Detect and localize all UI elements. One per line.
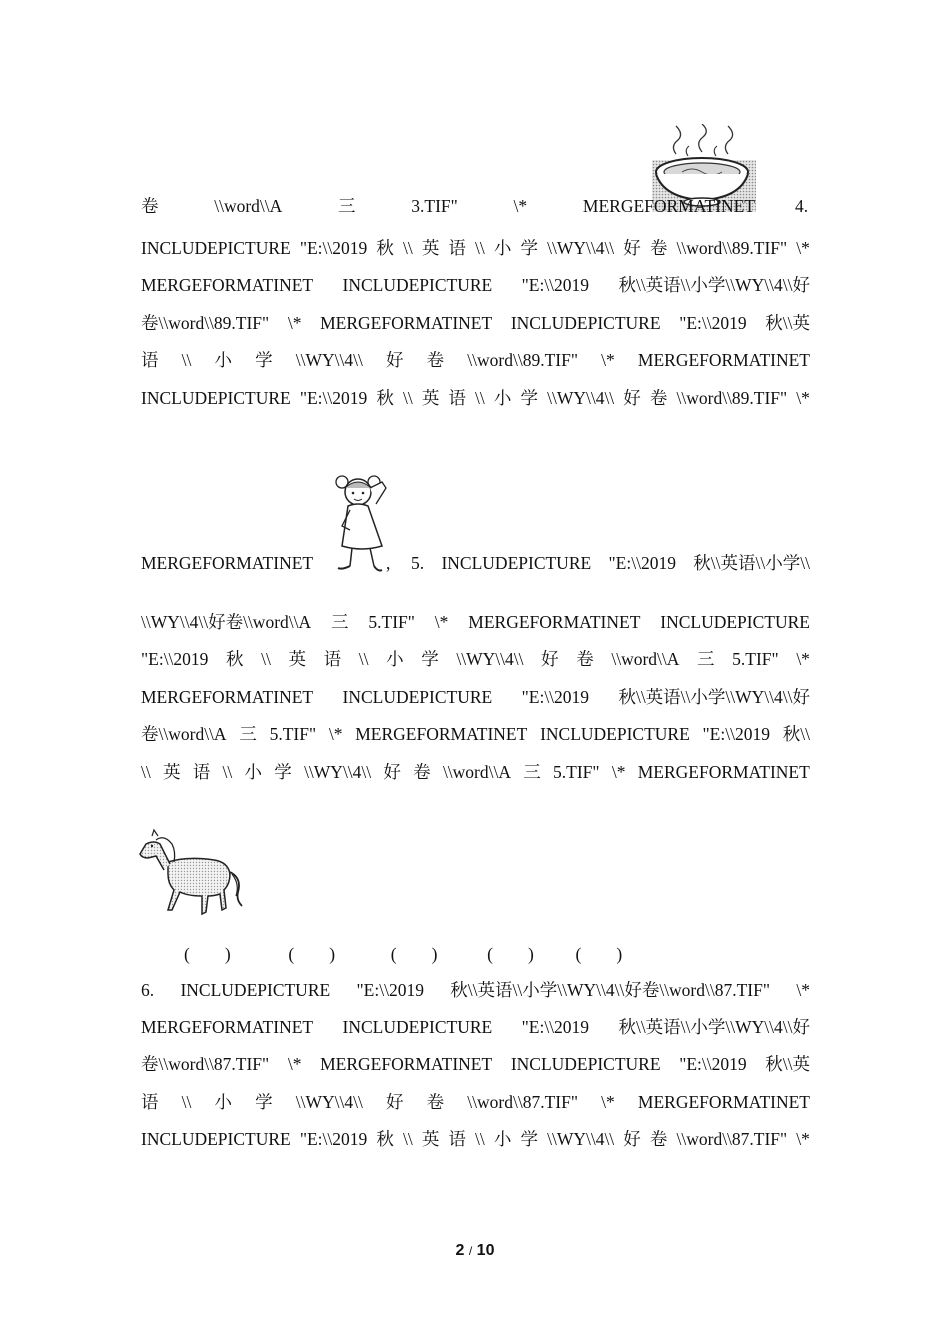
answer-blank-4[interactable]: ( ) xyxy=(487,944,534,964)
text-line-7a: MERGEFORMATINET xyxy=(141,553,314,573)
text-line-10: MERGEFORMATINET INCLUDEPICTURE "E:\\2019 秋\\英语\\小学\\WY\\4\\好 xyxy=(141,687,810,707)
text-line-13: 6. INCLUDEPICTURE "E:\\2019 秋\\英语\\小学\\WY\\4\\好卷\\word\\87.TIF" \* xyxy=(141,980,810,1000)
text-line-4: 卷\\word\\89.TIF" \* MERGEFORMATINET INCLUDEPICTURE "E:\\2019 秋\\英 xyxy=(141,313,810,333)
text-line-15: 卷\\word\\87.TIF" \* MERGEFORMATINET INCLUDEPICTURE "E:\\2019 秋\\英 xyxy=(141,1054,810,1074)
total-pages: 10 xyxy=(476,1242,495,1259)
text-line-5: 语 \\ 小 学 \\WY\\4\\ 好 卷 \\word\\89.TIF" \* MERGEFORMATINET xyxy=(141,350,810,370)
text-line-12: \\ 英 语 \\ 小 学 \\WY\\4\\ 好 卷 \\word\\A 三 5.TIF" \* MERGEFORMATINET xyxy=(141,762,810,782)
text-line-3: MERGEFORMATINET INCLUDEPICTURE "E:\\2019 秋\\英语\\小学\\WY\\4\\好 xyxy=(141,275,810,295)
text-line-8: \\WY\\4\\好卷\\word\\A 三 5.TIF" \* MERGEFORMATINET INCLUDEPICTURE xyxy=(141,612,810,632)
text-line-7-comma: , xyxy=(386,553,391,573)
page-separator: / xyxy=(468,1244,473,1258)
answer-blank-1[interactable]: ( ) xyxy=(184,944,231,964)
text-line-11: 卷\\word\\A 三 5.TIF" \* MERGEFORMATINET INCLUDEPICTURE "E:\\2019 秋\\ xyxy=(141,724,810,744)
page-number xyxy=(0,1242,950,1260)
text-line-1-end: 4. xyxy=(795,196,809,216)
text-line-7b: 5. INCLUDEPICTURE "E:\\2019 秋\\英语\\小学\\ xyxy=(411,553,810,573)
text-line-6: INCLUDEPICTURE "E:\\2019 秋 \\ 英 语 \\ 小 学 \\WY\\4\\ 好 卷 \\word\\89.TIF" \* xyxy=(141,388,810,408)
answer-parentheses-row xyxy=(184,942,636,966)
answer-blank-5[interactable]: ( ) xyxy=(575,944,623,964)
text-line-2: INCLUDEPICTURE "E:\\2019 秋 \\ 英 语 \\ 小 学 \\WY\\4\\ 好 卷 \\word\\89.TIF" \* xyxy=(141,238,810,258)
answer-blank-2[interactable]: ( ) xyxy=(288,944,336,964)
horse-icon xyxy=(138,828,246,916)
text-line-17: INCLUDEPICTURE "E:\\2019 秋 \\ 英 语 \\ 小 学 \\WY\\4\\ 好 卷 \\word\\87.TIF" \* xyxy=(141,1129,810,1149)
text-line-16: 语 \\ 小 学 \\WY\\4\\ 好 卷 \\word\\87.TIF" \* MERGEFORMATINET xyxy=(141,1092,810,1112)
text-line-14: MERGEFORMATINET INCLUDEPICTURE "E:\\2019 秋\\英语\\小学\\WY\\4\\好 xyxy=(141,1017,810,1037)
text-line-9: "E:\\2019 秋 \\ 英 语 \\ 小 学 \\WY\\4\\ 好 卷 \\word\\A 三 5.TIF" \* xyxy=(141,649,810,669)
text-line-1: 卷 \\word\\A 三 3.TIF" \* MERGEFORMATINET xyxy=(141,196,755,216)
current-page: 2 xyxy=(455,1242,465,1259)
answer-blank-3[interactable]: ( ) xyxy=(390,944,438,964)
